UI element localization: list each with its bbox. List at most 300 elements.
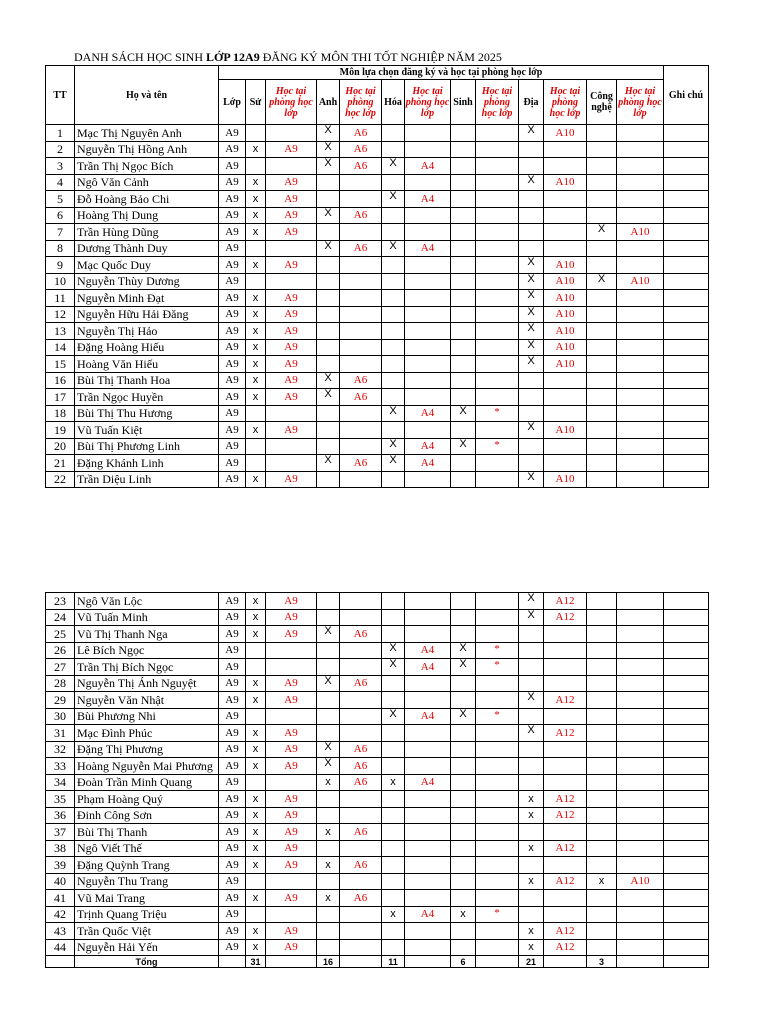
cell-class: A9 bbox=[219, 455, 246, 472]
cell-room-biology: * bbox=[476, 405, 519, 422]
cell-note bbox=[664, 659, 709, 676]
cell-tt: 27 bbox=[46, 659, 75, 676]
cell-geography: X bbox=[519, 125, 544, 142]
cell-english bbox=[317, 642, 340, 659]
cell-history bbox=[246, 906, 266, 923]
cell-name: Vũ Thị Thanh Nga bbox=[75, 626, 219, 643]
cell-biology bbox=[451, 455, 476, 472]
cell-room-english bbox=[340, 224, 382, 241]
cell-biology bbox=[451, 857, 476, 874]
student-row bbox=[46, 626, 709, 643]
cell-tt: 35 bbox=[46, 791, 75, 808]
cell-room-english: A6 bbox=[340, 389, 382, 406]
cell-english bbox=[317, 191, 340, 208]
cell-geography: X bbox=[519, 609, 544, 626]
cell-name: Trần Quốc Việt bbox=[75, 923, 219, 940]
cell-room-geography bbox=[544, 158, 587, 175]
cell-room-english: A6 bbox=[340, 240, 382, 257]
cell-room-history: A9 bbox=[266, 339, 317, 356]
student-row bbox=[46, 290, 709, 307]
cell-room-technology bbox=[617, 191, 664, 208]
cell-geography: x bbox=[519, 939, 544, 956]
cell-room-technology bbox=[617, 824, 664, 841]
cell-history: x bbox=[246, 257, 266, 274]
cell-name: Đỗ Hoàng Bảo Chi bbox=[75, 191, 219, 208]
cell-tt: 31 bbox=[46, 725, 75, 742]
cell-name: Hoàng Nguyễn Mai Phương bbox=[75, 758, 219, 775]
cell-technology bbox=[587, 626, 617, 643]
cell-technology bbox=[587, 609, 617, 626]
cell-room-english bbox=[340, 339, 382, 356]
cell-history: x bbox=[246, 306, 266, 323]
cell-room-english bbox=[340, 840, 382, 857]
cell-room-english: A6 bbox=[340, 372, 382, 389]
cell-name: Ngô Viết Thế bbox=[75, 840, 219, 857]
cell-biology bbox=[451, 890, 476, 907]
cell-biology bbox=[451, 389, 476, 406]
cell-room-chemistry bbox=[405, 323, 451, 340]
cell-room-biology bbox=[476, 675, 519, 692]
cell-room-english: A6 bbox=[340, 890, 382, 907]
cell-chemistry bbox=[382, 356, 405, 373]
cell-room-english: A6 bbox=[340, 455, 382, 472]
cell-room-chemistry bbox=[405, 422, 451, 439]
cell-biology bbox=[451, 207, 476, 224]
cell-room-history: A9 bbox=[266, 807, 317, 824]
cell-chemistry bbox=[382, 125, 405, 142]
totals-room-biology bbox=[476, 956, 519, 968]
totals-room-history bbox=[266, 956, 317, 968]
cell-technology bbox=[587, 471, 617, 488]
cell-room-english: A6 bbox=[340, 158, 382, 175]
cell-history: x bbox=[246, 389, 266, 406]
cell-geography bbox=[519, 675, 544, 692]
cell-history: x bbox=[246, 923, 266, 940]
cell-biology bbox=[451, 191, 476, 208]
cell-chemistry bbox=[382, 141, 405, 158]
cell-room-geography: A10 bbox=[544, 323, 587, 340]
totals-label: Tổng bbox=[75, 956, 219, 968]
cell-tt: 15 bbox=[46, 356, 75, 373]
header-subject-group: Môn lựa chọn đăng ký và học tại phòng học lớp bbox=[219, 66, 664, 80]
cell-room-biology bbox=[476, 741, 519, 758]
cell-room-chemistry bbox=[405, 840, 451, 857]
totals-room-technology bbox=[617, 956, 664, 968]
cell-room-history: A9 bbox=[266, 758, 317, 775]
cell-geography: x bbox=[519, 840, 544, 857]
cell-geography bbox=[519, 824, 544, 841]
cell-geography bbox=[519, 438, 544, 455]
cell-room-english bbox=[340, 659, 382, 676]
cell-history: x bbox=[246, 339, 266, 356]
cell-note bbox=[664, 422, 709, 439]
cell-room-geography bbox=[544, 774, 587, 791]
cell-room-chemistry bbox=[405, 224, 451, 241]
cell-room-english: A6 bbox=[340, 774, 382, 791]
cell-room-biology bbox=[476, 824, 519, 841]
cell-room-chemistry: A4 bbox=[405, 191, 451, 208]
cell-biology: X bbox=[451, 438, 476, 455]
cell-english: X bbox=[317, 207, 340, 224]
cell-room-technology bbox=[617, 857, 664, 874]
cell-room-biology bbox=[476, 125, 519, 142]
header-room-biology: Học tại phòng học lớp bbox=[476, 80, 519, 125]
cell-room-english bbox=[340, 939, 382, 956]
cell-geography bbox=[519, 455, 544, 472]
cell-room-history bbox=[266, 438, 317, 455]
cell-tt: 6 bbox=[46, 207, 75, 224]
cell-geography bbox=[519, 389, 544, 406]
student-row bbox=[46, 923, 709, 940]
cell-room-geography: A12 bbox=[544, 609, 587, 626]
student-row bbox=[46, 774, 709, 791]
student-row bbox=[46, 389, 709, 406]
cell-room-technology bbox=[617, 125, 664, 142]
cell-class: A9 bbox=[219, 471, 246, 488]
cell-room-history: A9 bbox=[266, 857, 317, 874]
cell-english bbox=[317, 593, 340, 610]
student-table-part-2 bbox=[45, 592, 709, 968]
cell-room-english: A6 bbox=[340, 758, 382, 775]
student-row bbox=[46, 356, 709, 373]
cell-room-biology bbox=[476, 191, 519, 208]
cell-chemistry bbox=[382, 626, 405, 643]
cell-room-geography: A10 bbox=[544, 273, 587, 290]
cell-biology bbox=[451, 725, 476, 742]
cell-geography: X bbox=[519, 339, 544, 356]
cell-name: Bùi Thị Thu Hương bbox=[75, 405, 219, 422]
cell-english bbox=[317, 873, 340, 890]
cell-class: A9 bbox=[219, 405, 246, 422]
cell-note bbox=[664, 191, 709, 208]
cell-class: A9 bbox=[219, 725, 246, 742]
cell-english: x bbox=[317, 857, 340, 874]
cell-name: Ngô Văn Cảnh bbox=[75, 174, 219, 191]
totals-room-chemistry bbox=[405, 956, 451, 968]
cell-room-biology bbox=[476, 725, 519, 742]
cell-tt: 41 bbox=[46, 890, 75, 907]
cell-technology bbox=[587, 141, 617, 158]
cell-history: x bbox=[246, 791, 266, 808]
cell-tt: 5 bbox=[46, 191, 75, 208]
cell-geography bbox=[519, 758, 544, 775]
cell-room-biology bbox=[476, 471, 519, 488]
cell-room-history: A9 bbox=[266, 923, 317, 940]
cell-room-geography bbox=[544, 824, 587, 841]
cell-room-history bbox=[266, 659, 317, 676]
cell-room-english: A6 bbox=[340, 824, 382, 841]
header-geography: Địa bbox=[519, 80, 544, 125]
cell-room-chemistry: A4 bbox=[405, 438, 451, 455]
cell-room-technology bbox=[617, 141, 664, 158]
cell-english: X bbox=[317, 372, 340, 389]
cell-chemistry bbox=[382, 323, 405, 340]
cell-tt: 25 bbox=[46, 626, 75, 643]
cell-note bbox=[664, 339, 709, 356]
header-history: Sử bbox=[246, 80, 266, 125]
cell-history: x bbox=[246, 857, 266, 874]
cell-english: X bbox=[317, 240, 340, 257]
header-technology: Công nghệ bbox=[587, 80, 617, 125]
cell-room-geography: A10 bbox=[544, 471, 587, 488]
cell-name: Trần Thị Bích Ngọc bbox=[75, 659, 219, 676]
cell-room-biology bbox=[476, 791, 519, 808]
header-room-english: Học tại phòng học lớp bbox=[340, 80, 382, 125]
cell-chemistry bbox=[382, 422, 405, 439]
cell-technology bbox=[587, 807, 617, 824]
cell-class: A9 bbox=[219, 240, 246, 257]
cell-note bbox=[664, 257, 709, 274]
cell-class: A9 bbox=[219, 273, 246, 290]
cell-room-geography bbox=[544, 708, 587, 725]
cell-room-english: A6 bbox=[340, 675, 382, 692]
cell-room-english bbox=[340, 708, 382, 725]
cell-room-history: A9 bbox=[266, 422, 317, 439]
cell-english bbox=[317, 224, 340, 241]
cell-room-chemistry bbox=[405, 273, 451, 290]
cell-history bbox=[246, 158, 266, 175]
cell-chemistry bbox=[382, 389, 405, 406]
cell-room-chemistry: A4 bbox=[405, 708, 451, 725]
cell-room-geography: A12 bbox=[544, 791, 587, 808]
cell-biology bbox=[451, 257, 476, 274]
cell-history bbox=[246, 455, 266, 472]
cell-chemistry bbox=[382, 372, 405, 389]
cell-history: x bbox=[246, 824, 266, 841]
cell-chemistry bbox=[382, 273, 405, 290]
cell-name: Đặng Khánh Linh bbox=[75, 455, 219, 472]
cell-room-history: A9 bbox=[266, 389, 317, 406]
cell-class: A9 bbox=[219, 339, 246, 356]
cell-tt: 36 bbox=[46, 807, 75, 824]
cell-class: A9 bbox=[219, 906, 246, 923]
cell-class: A9 bbox=[219, 890, 246, 907]
cell-biology bbox=[451, 273, 476, 290]
cell-technology bbox=[587, 758, 617, 775]
cell-biology bbox=[451, 774, 476, 791]
cell-room-chemistry bbox=[405, 857, 451, 874]
cell-room-chemistry bbox=[405, 692, 451, 709]
totals-tt bbox=[46, 956, 75, 968]
cell-biology bbox=[451, 356, 476, 373]
cell-class: A9 bbox=[219, 372, 246, 389]
cell-room-biology bbox=[476, 224, 519, 241]
cell-class: A9 bbox=[219, 356, 246, 373]
cell-room-biology bbox=[476, 939, 519, 956]
student-row bbox=[46, 306, 709, 323]
totals-room-english bbox=[340, 956, 382, 968]
cell-room-chemistry bbox=[405, 890, 451, 907]
cell-english: X bbox=[317, 125, 340, 142]
cell-room-technology: A10 bbox=[617, 224, 664, 241]
totals-row bbox=[46, 956, 709, 968]
cell-technology bbox=[587, 741, 617, 758]
cell-room-english bbox=[340, 725, 382, 742]
cell-tt: 28 bbox=[46, 675, 75, 692]
cell-tt: 42 bbox=[46, 906, 75, 923]
cell-class: A9 bbox=[219, 791, 246, 808]
cell-english bbox=[317, 939, 340, 956]
cell-room-technology bbox=[617, 306, 664, 323]
cell-note bbox=[664, 708, 709, 725]
cell-room-history: A9 bbox=[266, 471, 317, 488]
cell-room-english: A6 bbox=[340, 125, 382, 142]
cell-technology bbox=[587, 158, 617, 175]
cell-chemistry: X bbox=[382, 191, 405, 208]
cell-room-biology bbox=[476, 593, 519, 610]
cell-history bbox=[246, 642, 266, 659]
cell-room-technology bbox=[617, 471, 664, 488]
cell-room-biology bbox=[476, 774, 519, 791]
cell-technology bbox=[587, 455, 617, 472]
cell-history: x bbox=[246, 471, 266, 488]
cell-room-chemistry bbox=[405, 675, 451, 692]
cell-room-technology bbox=[617, 741, 664, 758]
cell-note bbox=[664, 306, 709, 323]
cell-biology bbox=[451, 873, 476, 890]
cell-room-english bbox=[340, 405, 382, 422]
cell-chemistry: X bbox=[382, 405, 405, 422]
cell-name: Trần Diệu Linh bbox=[75, 471, 219, 488]
cell-geography: X bbox=[519, 356, 544, 373]
cell-history: x bbox=[246, 191, 266, 208]
cell-room-technology bbox=[617, 774, 664, 791]
cell-class: A9 bbox=[219, 758, 246, 775]
cell-tt: 29 bbox=[46, 692, 75, 709]
cell-room-technology bbox=[617, 939, 664, 956]
cell-biology: X bbox=[451, 405, 476, 422]
cell-room-biology: * bbox=[476, 642, 519, 659]
cell-geography: X bbox=[519, 422, 544, 439]
cell-biology bbox=[451, 609, 476, 626]
cell-room-geography bbox=[544, 191, 587, 208]
cell-room-technology bbox=[617, 389, 664, 406]
student-row bbox=[46, 725, 709, 742]
cell-room-geography bbox=[544, 438, 587, 455]
cell-geography: X bbox=[519, 257, 544, 274]
cell-english bbox=[317, 257, 340, 274]
cell-room-biology bbox=[476, 626, 519, 643]
cell-name: Đặng Quỳnh Trang bbox=[75, 857, 219, 874]
cell-room-biology bbox=[476, 609, 519, 626]
cell-geography: X bbox=[519, 692, 544, 709]
cell-room-biology bbox=[476, 857, 519, 874]
student-row bbox=[46, 857, 709, 874]
student-row bbox=[46, 422, 709, 439]
cell-chemistry: X bbox=[382, 659, 405, 676]
cell-room-chemistry: A4 bbox=[405, 906, 451, 923]
cell-class: A9 bbox=[219, 857, 246, 874]
cell-note bbox=[664, 471, 709, 488]
cell-technology bbox=[587, 191, 617, 208]
cell-tt: 9 bbox=[46, 257, 75, 274]
cell-name: Đặng Hoàng Hiếu bbox=[75, 339, 219, 356]
cell-history: x bbox=[246, 174, 266, 191]
cell-name: Nguyễn Văn Nhật bbox=[75, 692, 219, 709]
cell-biology bbox=[451, 323, 476, 340]
cell-class: A9 bbox=[219, 125, 246, 142]
cell-geography bbox=[519, 191, 544, 208]
cell-history bbox=[246, 125, 266, 142]
cell-room-chemistry: A4 bbox=[405, 774, 451, 791]
cell-chemistry bbox=[382, 692, 405, 709]
cell-geography: X bbox=[519, 725, 544, 742]
cell-biology bbox=[451, 158, 476, 175]
cell-technology bbox=[587, 659, 617, 676]
cell-history: x bbox=[246, 141, 266, 158]
cell-room-biology bbox=[476, 422, 519, 439]
cell-chemistry bbox=[382, 339, 405, 356]
cell-room-technology bbox=[617, 290, 664, 307]
cell-geography bbox=[519, 890, 544, 907]
cell-room-geography: A12 bbox=[544, 593, 587, 610]
cell-note bbox=[664, 758, 709, 775]
header-class: Lớp bbox=[219, 80, 246, 125]
cell-english: X bbox=[317, 741, 340, 758]
cell-room-technology: A10 bbox=[617, 873, 664, 890]
student-row bbox=[46, 675, 709, 692]
cell-chemistry: X bbox=[382, 642, 405, 659]
cell-room-technology bbox=[617, 339, 664, 356]
cell-history: x bbox=[246, 356, 266, 373]
header-room-technology: Học tại phòng học lớp bbox=[617, 80, 664, 125]
cell-tt: 23 bbox=[46, 593, 75, 610]
cell-room-chemistry bbox=[405, 939, 451, 956]
cell-room-geography: A12 bbox=[544, 873, 587, 890]
cell-technology bbox=[587, 708, 617, 725]
cell-room-chemistry bbox=[405, 174, 451, 191]
cell-history: x bbox=[246, 422, 266, 439]
cell-biology bbox=[451, 923, 476, 940]
cell-tt: 22 bbox=[46, 471, 75, 488]
cell-room-chemistry bbox=[405, 306, 451, 323]
cell-room-english bbox=[340, 906, 382, 923]
cell-room-geography bbox=[544, 626, 587, 643]
cell-room-history: A9 bbox=[266, 356, 317, 373]
cell-room-chemistry bbox=[405, 141, 451, 158]
cell-chemistry bbox=[382, 890, 405, 907]
cell-note bbox=[664, 240, 709, 257]
student-row bbox=[46, 659, 709, 676]
cell-room-technology bbox=[617, 240, 664, 257]
cell-room-history: A9 bbox=[266, 626, 317, 643]
cell-tt: 39 bbox=[46, 857, 75, 874]
cell-room-history: A9 bbox=[266, 725, 317, 742]
cell-room-english bbox=[340, 290, 382, 307]
cell-note bbox=[664, 389, 709, 406]
cell-room-geography: A10 bbox=[544, 125, 587, 142]
cell-tt: 32 bbox=[46, 741, 75, 758]
cell-geography: X bbox=[519, 273, 544, 290]
cell-biology bbox=[451, 224, 476, 241]
cell-room-geography: A10 bbox=[544, 290, 587, 307]
cell-english bbox=[317, 339, 340, 356]
cell-class: A9 bbox=[219, 141, 246, 158]
cell-room-history bbox=[266, 125, 317, 142]
cell-biology bbox=[451, 306, 476, 323]
cell-room-chemistry bbox=[405, 923, 451, 940]
student-row bbox=[46, 593, 709, 610]
cell-room-biology: * bbox=[476, 906, 519, 923]
cell-name: Mạc Thị Nguyên Anh bbox=[75, 125, 219, 142]
cell-tt: 38 bbox=[46, 840, 75, 857]
cell-tt: 3 bbox=[46, 158, 75, 175]
cell-biology bbox=[451, 339, 476, 356]
cell-technology bbox=[587, 240, 617, 257]
cell-biology bbox=[451, 593, 476, 610]
cell-tt: 34 bbox=[46, 774, 75, 791]
cell-note bbox=[664, 125, 709, 142]
